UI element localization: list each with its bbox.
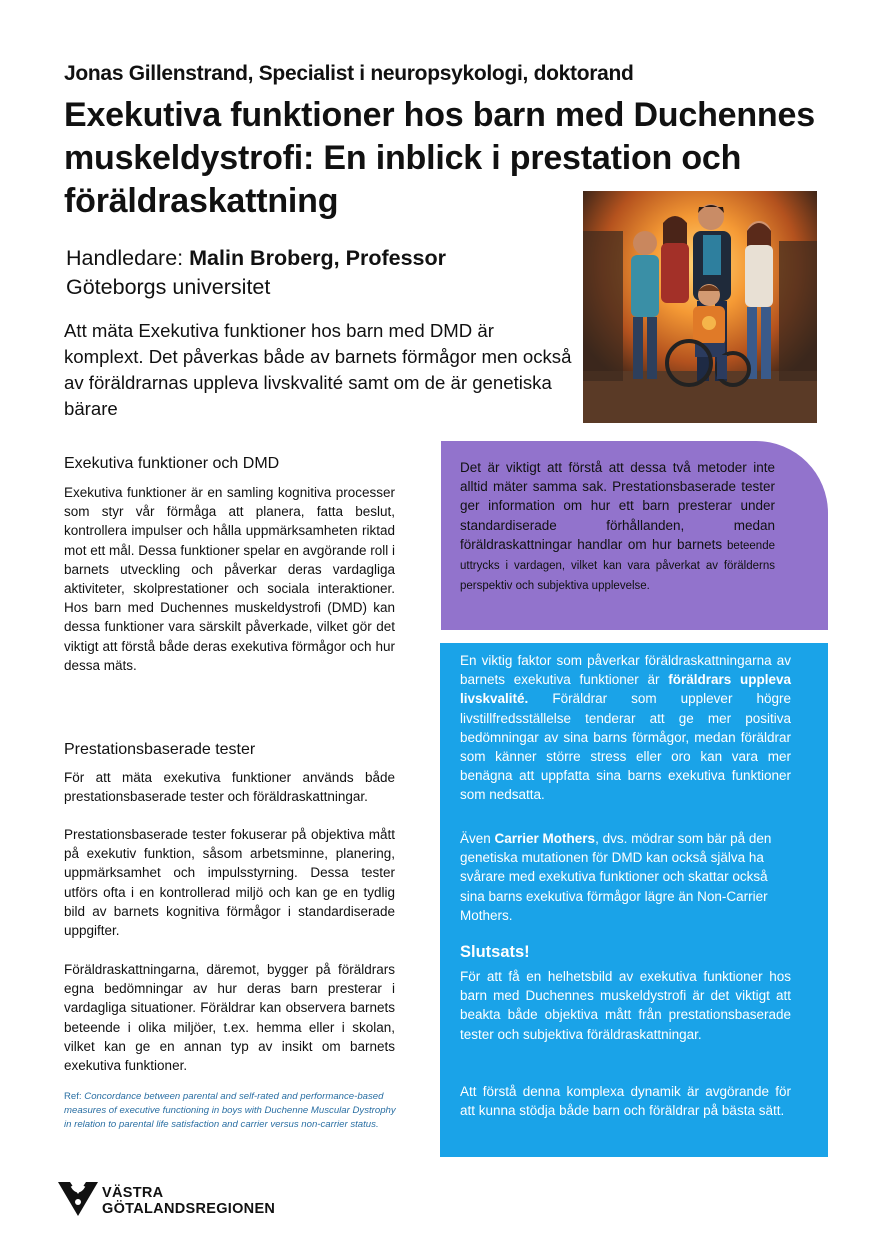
reference [64,1090,399,1132]
blue-p2-text: Även [460,831,495,846]
blue-paragraph-2 [460,829,791,925]
purple-callout-small: beteende uttrycks i vardagen, vilket kan vara påverkat av förälderns perspektiv och subjektiva upplevelse. [460,539,775,592]
supervisor-prefix: Handledare: [66,246,190,270]
lead-paragraph: Att mäta Exekutiva funktioner hos barn med DMD är komplext. Det påverkas både av barnets förmågor men också av föräldrarnas uppleva livskvalité samt om de är genetiska bärare [64,320,572,419]
reference-prefix: Ref: [64,1091,85,1102]
section2-paragraph-2: Prestationsbaserade tester fokuserar på objektiva mått på exekutiv funktion, såsom arbetsminne, planering, uppmärksamhet och impulsstyrning. Dessa tester utförs ofta i en kontrollerad miljö och kan ge en tydlig bild av barnets kognitiva förmågor i standardiserade uppgifter. [64,827,395,939]
blue-p1-bold: föräldrars uppleva livskvalité. [460,672,791,707]
blue-p2-bold: Carrier Mothers [494,831,596,846]
section1-body: Exekutiva funktioner är en samling kognitiva processer som styr vår förmåga att planera, fatta beslut, kontrollera impulser och hålla uppmärksamheten riktad mot ett mål. Dessa funktioner spelar en avgörande roll i barnets utveckling och påverkar deras vardagliga aktiviteter, skolprestationer och sociala interaktioner. Hos barn med Duchennes muskeldystrofi (DMD) kan dessa funktioner vara särskilt påverkade, vilket gör det viktigt att förstå både deras exekutiva förmågor och hur dessa mäts. [64,485,395,673]
blue-paragraph-1 [460,651,791,805]
vgr-logo-icon [58,1180,98,1218]
blue-p1-text: En viktig faktor som påverkar föräldraskattningarna av barnets exekutiva funktioner är [460,653,791,688]
title-line: Exekutiva funktioner hos barn med Duchennes [64,96,815,134]
author-line: Jonas Gillenstrand, Specialist i neuropsykologi, doktorand [64,62,634,85]
logo-line-1: VÄSTRA [102,1185,164,1201]
illustration-svg [583,191,817,423]
vgr-logo-text [102,1185,275,1217]
reference-text: Concordance between parental and self-rated and performance-based measures of executive functioning in boys with Duchenne Muscular Dystrophy in relation to parental life satisfaction and carrier versus non-carrier status. [64,1091,396,1130]
section2-paragraph-3: Föräldraskattningarna, däremot, bygger på föräldrars egna bedömningar av hur deras barn presterar i vardagliga situationer. Föräldrar kan observera barnets beteende i olika miljöer, t.ex. hemma eller i skolan, vilket kan ge en annan typ av insikt om barnets exekutiva funktioner. [64,962,395,1074]
purple-callout-text [460,458,775,595]
blue-paragraph-4: Att förstå denna komplexa dynamik är avgörande för att kunna stödja både barn och föräldrar på bästa sätt. [460,1084,791,1119]
blue-p2-text-2: , dvs. mödrar som bär på den genetiska mutationen för DMD kan också själva ha svårare med exekutiva funktioner och skattar också sina barns exekutiva förmågor lägre än Non-Carrier Mothers. [460,831,772,923]
blue-p1-text-2: Föräldrar som upplever högre livstillfredsställelse tenderar att ge mer positiva bedömningar av sina barns förmågor, medan föräldrar som känner större stress eller oro kan vara mer benägna att uppfatta sina barns exekutiva funktioner som nedsatta. [460,691,791,803]
supervisor-affiliation: Göteborgs universitet [66,275,271,299]
title-line: muskeldystrofi: En inblick i prestation och [64,139,742,177]
section1-heading: Exekutiva funktioner och DMD [64,455,280,472]
section2-heading: Prestationsbaserade tester [64,741,256,758]
conclusion-heading: Slutsats! [460,943,530,961]
logo-line-2: GÖTALANDSREGIONEN [102,1201,276,1217]
section2-paragraph-1: För att mäta exekutiva funktioner används både prestationsbaserade tester och föräldraskattningar. [64,770,395,805]
title-line: föräldraskattning [64,182,339,220]
purple-callout-main: Det är viktigt att förstå att dessa två metoder inte alltid mäter samma sak. Prestationsbaserade tester ger information om hur ett barn presterar under standardiserade förhållanden, medan föräldraskattningar handlar om hur barnets [460,460,775,552]
supervisor-block [66,244,446,302]
family-wheelchair-illustration [583,191,817,423]
blue-paragraph-3: För att få en helhetsbild av exekutiva funktioner hos barn med Duchennes muskeldystrofi är det viktigt att beakta både objektiva mått från prestationsbaserade tester och subjektiva föräldraskattningar. [460,969,791,1042]
supervisor-name: Malin Broberg, Professor [189,246,446,270]
